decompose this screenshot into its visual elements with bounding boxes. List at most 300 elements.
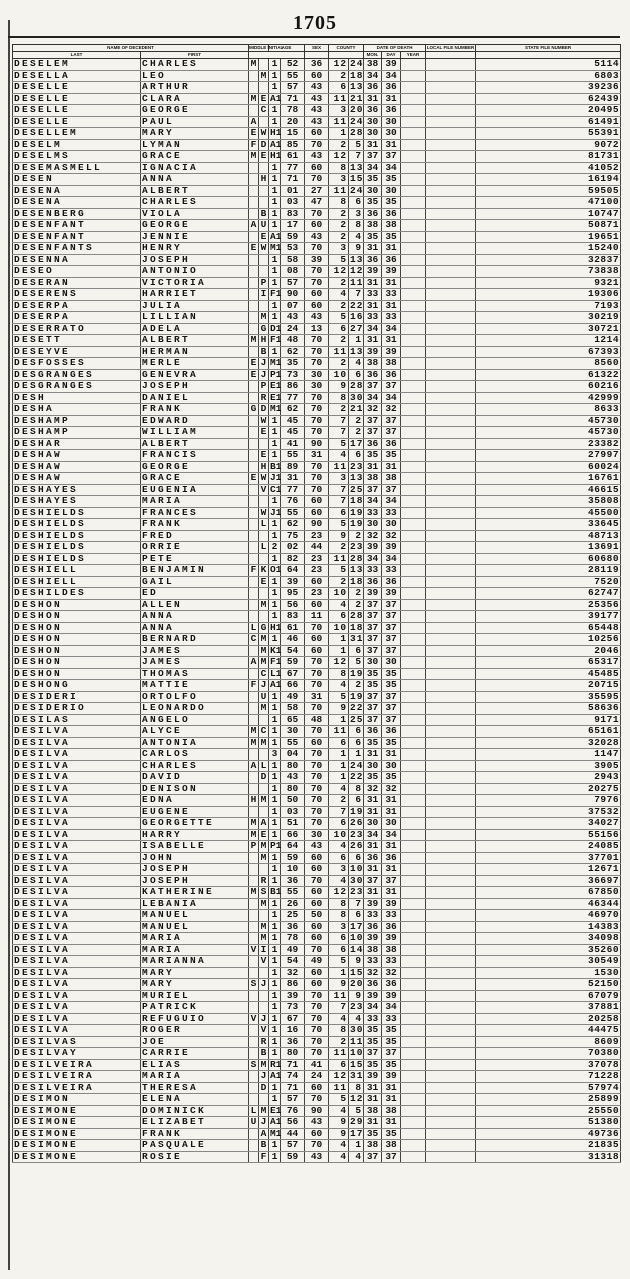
first-name: DENISON [141, 783, 249, 795]
death-day: 3 [349, 208, 364, 220]
year-code: 30 [382, 185, 401, 197]
blank [401, 967, 426, 979]
death-month: 6 [329, 323, 349, 335]
middle-initial: G [249, 404, 259, 416]
blank [401, 841, 426, 853]
table-row [13, 289, 621, 301]
death-month: 1 [329, 967, 349, 979]
initial-2: M [259, 1105, 269, 1117]
initial-2: G [259, 323, 269, 335]
first-name: ADELA [141, 323, 249, 335]
death-day: 21 [350, 403, 364, 414]
death-year: 37 [364, 611, 382, 623]
state-file-number: 20715 [476, 680, 621, 692]
first-name: ROSIE [141, 1151, 249, 1163]
blank [401, 990, 426, 1002]
table-row [13, 335, 621, 347]
county-code: 60 [305, 645, 329, 657]
age-unit: 1 [269, 783, 281, 795]
state-file-number: 65161 [476, 726, 621, 738]
death-year: 37 [364, 484, 382, 496]
death-month: 6 [329, 82, 349, 94]
county-code: 60 [305, 967, 329, 979]
state-file-number: 19651 [476, 231, 621, 243]
state-file-number: 37881 [476, 1002, 621, 1014]
initial-2: E [259, 151, 269, 163]
death-day: 17 [350, 1127, 364, 1139]
death-month: 7 [329, 496, 349, 508]
table-row [13, 599, 621, 611]
death-year: 36 [364, 82, 382, 94]
death-day: 6 [349, 726, 364, 738]
initial-2 [259, 530, 269, 542]
initial-2: J [259, 979, 269, 991]
last-name: DESILVEIRA [13, 1071, 141, 1083]
year-code: 36 [382, 105, 401, 117]
year-code: 39 [382, 266, 401, 278]
death-day: 24 [350, 184, 364, 196]
blank [401, 1094, 426, 1106]
death-month: 4 [329, 1151, 349, 1163]
death-year: 31 [364, 461, 382, 473]
local-file-number [426, 691, 476, 703]
death-month: 9 [329, 979, 349, 991]
middle-initial [249, 1082, 259, 1094]
age: 85 [281, 139, 305, 151]
age-unit: 1 [269, 59, 281, 71]
age-unit: 1 [269, 1151, 281, 1163]
death-year: 31 [364, 93, 382, 105]
last-name: DESHIELDS [13, 553, 141, 565]
local-file-number [426, 990, 476, 1002]
blank [401, 415, 426, 427]
initial-2: L [259, 542, 269, 554]
year-code: 36 [382, 438, 401, 450]
death-day: 8 [349, 783, 364, 795]
initial-2 [259, 588, 269, 600]
initial-2: H [259, 335, 269, 347]
table-row [13, 59, 621, 71]
state-file-number: 8633 [476, 404, 621, 416]
age: 32 [281, 967, 305, 979]
blank [401, 611, 426, 623]
first-name: JAMES [141, 645, 249, 657]
middle-initial [249, 450, 259, 462]
death-year: 34 [364, 829, 382, 841]
local-file-number [426, 369, 476, 381]
blank [401, 427, 426, 439]
local-file-number [426, 70, 476, 82]
first-name: EUGENE [141, 806, 249, 818]
initial-2: M [259, 737, 269, 749]
local-file-number [426, 599, 476, 611]
death-month: 12 [329, 266, 349, 278]
local-file-number [426, 967, 476, 979]
death-month: 12 [329, 887, 349, 899]
age-unit: 1 [269, 185, 281, 197]
initial-2: L [259, 760, 269, 772]
last-name: DESILVA [13, 726, 141, 738]
age: 71 [281, 1082, 305, 1094]
local-file-number [426, 818, 476, 830]
death-day: 13 [350, 345, 364, 357]
state-file-number: 67079 [476, 990, 621, 1002]
year-code: 31 [382, 300, 401, 312]
local-file-number [426, 956, 476, 968]
year-code: 37 [382, 151, 401, 163]
first-name: DAVID [141, 772, 249, 784]
initial-2: V [259, 1025, 269, 1037]
local-file-number [426, 277, 476, 289]
initial-2: W [259, 473, 269, 485]
last-name: DESIMONE [13, 1105, 141, 1117]
death-year: 39 [364, 990, 382, 1002]
age: 39 [281, 576, 305, 588]
first-name: ANTONIA [141, 737, 249, 749]
initial-2: I [259, 289, 269, 301]
table-row [13, 588, 621, 600]
local-file-number [426, 795, 476, 807]
middle-initial: S [249, 979, 259, 991]
death-day: 30 [350, 391, 364, 403]
local-file-number [426, 358, 476, 370]
death-month: 11 [329, 1082, 349, 1094]
year-code: 30 [382, 128, 401, 140]
table-row [13, 82, 621, 94]
death-day: 4 [349, 231, 364, 243]
local-file-number [426, 82, 476, 94]
death-month: 6 [329, 611, 349, 623]
last-name: DESENFANT [13, 231, 141, 243]
last-name: DESHAYES [13, 496, 141, 508]
death-day: 19 [350, 506, 364, 518]
death-month: 8 [329, 898, 349, 910]
county-code: 70 [305, 461, 329, 473]
year-code: 33 [382, 956, 401, 968]
death-month: 9 [329, 1128, 349, 1140]
local-file-number [426, 864, 476, 876]
blank [401, 174, 426, 186]
state-file-number: 57974 [476, 1082, 621, 1094]
blank [401, 254, 426, 266]
county-code: 60 [305, 220, 329, 232]
death-year: 38 [364, 473, 382, 485]
age: 10 [281, 864, 305, 876]
middle-initial [249, 645, 259, 657]
table-row [13, 795, 621, 807]
last-name: DESENA [13, 185, 141, 197]
local-file-number [426, 1002, 476, 1014]
last-name: DESILVA [13, 852, 141, 864]
age: 62 [281, 404, 305, 416]
first-name: PATRICK [141, 1002, 249, 1014]
county-code: 60 [305, 921, 329, 933]
state-file-number: 9321 [476, 277, 621, 289]
middle-initial [249, 921, 259, 933]
death-month: 6 [329, 507, 349, 519]
first-name: ALBERT [141, 335, 249, 347]
county-code: 70 [305, 243, 329, 255]
death-month: 5 [329, 691, 349, 703]
county-code: 70 [305, 760, 329, 772]
death-day: 26 [350, 840, 364, 851]
death-day: 2 [349, 599, 364, 611]
age: 46 [281, 634, 305, 646]
local-file-number [426, 473, 476, 485]
local-file-number [426, 427, 476, 439]
year-code: 39 [382, 59, 401, 71]
year-code: 38 [382, 473, 401, 485]
blank [401, 772, 426, 784]
age: 77 [281, 162, 305, 174]
blank [401, 542, 426, 554]
death-year: 35 [364, 1128, 382, 1140]
death-year: 37 [364, 645, 382, 657]
first-name: LEONARDO [141, 703, 249, 715]
middle-initial: M [249, 151, 259, 163]
death-day: 2 [349, 427, 364, 439]
local-file-number [426, 1140, 476, 1152]
state-file-number: 62439 [476, 93, 621, 105]
death-month: 10 [329, 588, 349, 600]
initial-2: M [259, 795, 269, 807]
middle-initial [249, 323, 259, 335]
state-file-number: 60216 [476, 381, 621, 393]
age: 02 [281, 542, 305, 554]
death-day: 23 [350, 1001, 364, 1012]
middle-initial [249, 438, 259, 450]
blank [401, 921, 426, 933]
age-unit: 1 [269, 300, 281, 312]
initial-2: U [259, 220, 269, 232]
initial-2 [259, 990, 269, 1002]
county-code: 70 [305, 1036, 329, 1048]
state-file-number: 46344 [476, 898, 621, 910]
middle-initial [249, 703, 259, 715]
county-code: 70 [305, 990, 329, 1002]
state-file-number: 37078 [476, 1059, 621, 1071]
death-year: 37 [364, 427, 382, 439]
first-name: ANTONIO [141, 266, 249, 278]
age-unit: 1 [269, 450, 281, 462]
death-month: 11 [329, 93, 349, 105]
initial-2: B [259, 346, 269, 358]
header-state-file: STATE FILE NUMBER [476, 45, 621, 52]
death-day: 17 [350, 437, 364, 449]
death-year: 35 [364, 174, 382, 186]
age-unit: H1 [270, 621, 282, 633]
death-year: 31 [364, 795, 382, 807]
initial-2: M [259, 841, 269, 853]
age: 01 [281, 185, 305, 197]
first-name: LEO [141, 70, 249, 82]
initial-2: M [259, 645, 269, 657]
first-name: FRANK [141, 1128, 249, 1140]
county-code: 60 [305, 864, 329, 876]
blank [401, 185, 426, 197]
age: 71 [281, 1059, 305, 1071]
table-row [13, 277, 621, 289]
year-code: 35 [382, 680, 401, 692]
table-row [13, 1151, 621, 1163]
initial-2: C [259, 105, 269, 117]
local-file-number [426, 1151, 476, 1163]
death-day: 10 [350, 863, 364, 874]
death-year: 36 [364, 369, 382, 381]
first-name: MARIA [141, 933, 249, 945]
table-row [13, 1117, 621, 1129]
local-file-number [426, 1036, 476, 1048]
death-month: 10 [329, 369, 349, 381]
year-code: 32 [382, 783, 401, 795]
local-file-number [426, 634, 476, 646]
initial-2: D [259, 404, 269, 416]
death-year: 30 [364, 818, 382, 830]
last-name: DESHAYES [13, 484, 141, 496]
death-month: 11 [329, 116, 349, 128]
county-code: 30 [305, 829, 329, 841]
age: 62 [281, 346, 305, 358]
county-code: 31 [305, 450, 329, 462]
local-file-number [426, 312, 476, 324]
year-code: 31 [382, 795, 401, 807]
first-name: DANIEL [141, 392, 249, 404]
age-unit: 1 [269, 427, 281, 439]
last-name: DESILVA [13, 898, 141, 910]
local-file-number [426, 59, 476, 71]
middle-initial [249, 967, 259, 979]
last-name: DESERENS [13, 289, 141, 301]
death-month: 7 [329, 415, 349, 427]
state-file-number: 20495 [476, 105, 621, 117]
blank [401, 691, 426, 703]
death-year: 38 [364, 220, 382, 232]
death-day: 23 [350, 828, 364, 840]
death-month: 2 [329, 795, 349, 807]
table-row [13, 829, 621, 841]
middle-initial: A [249, 220, 259, 232]
local-file-number [426, 415, 476, 427]
death-month: 2 [329, 576, 349, 588]
county-code: 60 [305, 289, 329, 301]
last-name: DESHONG [13, 680, 141, 692]
death-day: 27 [350, 322, 364, 334]
death-month: 1 [329, 772, 349, 784]
age: 44 [281, 1128, 305, 1140]
last-name: DESILVA [13, 1025, 141, 1037]
age: 48 [281, 335, 305, 347]
header-day: DAY [382, 52, 401, 59]
middle-initial [249, 599, 259, 611]
death-year: 31 [364, 243, 382, 255]
age: 59 [281, 657, 305, 669]
table-row [13, 530, 621, 542]
first-name: LEBANIA [141, 898, 249, 910]
death-month: 5 [329, 1094, 349, 1106]
death-day: 13 [350, 564, 364, 575]
death-year: 35 [364, 1036, 382, 1048]
blank [401, 795, 426, 807]
county-code: 70 [305, 749, 329, 761]
county-code: 60 [305, 634, 329, 646]
death-day: 18 [350, 575, 364, 587]
last-name: DESHAMP [13, 427, 141, 439]
death-day: 15 [350, 173, 364, 184]
local-file-number [426, 484, 476, 496]
middle-initial [249, 461, 259, 473]
first-name: GRACE [141, 473, 249, 485]
state-file-number: 36697 [476, 875, 621, 887]
initial-2: E [259, 231, 269, 243]
age-unit: R1 [270, 1058, 282, 1070]
initial-2: J [259, 680, 269, 692]
blank [401, 910, 426, 922]
table-row [13, 703, 621, 715]
death-year: 37 [364, 714, 382, 726]
header-decedent: NAME OF DECEDENT [13, 45, 249, 52]
initial-2: M [259, 898, 269, 910]
last-name: DESENNA [13, 254, 141, 266]
age-unit: 1 [269, 312, 281, 324]
table-row [13, 266, 621, 278]
death-day: 25 [350, 713, 364, 725]
death-month: 8 [329, 197, 349, 209]
last-name: DESH [13, 392, 141, 404]
death-year: 30 [364, 185, 382, 197]
year-code: 33 [382, 507, 401, 519]
last-name: DESHON [13, 622, 141, 634]
death-day: 9 [349, 243, 364, 255]
middle-initial [249, 496, 259, 508]
death-month: 11 [329, 1048, 349, 1060]
table-row [13, 162, 621, 174]
state-file-number: 34098 [476, 933, 621, 945]
blank [401, 818, 426, 830]
initial-2: M [259, 312, 269, 324]
state-file-number: 23382 [476, 438, 621, 450]
age-unit: H1 [270, 127, 282, 138]
last-name: DESHAW [13, 450, 141, 462]
death-day: 1 [349, 1140, 364, 1152]
death-day: 23 [350, 886, 364, 897]
last-name: DESILVA [13, 818, 141, 830]
last-name: DESILVA [13, 806, 141, 818]
blank [401, 726, 426, 738]
state-file-number: 46970 [476, 910, 621, 922]
initial-2: W [259, 507, 269, 519]
initial-2 [259, 1094, 269, 1106]
table-row [13, 990, 621, 1002]
last-name: DESILVA [13, 944, 141, 956]
local-file-number [426, 783, 476, 795]
age-unit: 1 [269, 829, 281, 841]
year-code: 38 [382, 944, 401, 956]
last-name: DESILVA [13, 910, 141, 922]
local-file-number [426, 841, 476, 853]
table-row [13, 358, 621, 370]
last-name: DESILVA [13, 760, 141, 772]
year-code: 37 [382, 427, 401, 439]
last-name: DESILVA [13, 841, 141, 853]
state-file-number: 45730 [476, 427, 621, 439]
death-year: 35 [364, 1025, 382, 1037]
county-code: 60 [305, 933, 329, 945]
age: 80 [281, 783, 305, 795]
death-year: 35 [364, 668, 382, 680]
county-code: 70 [305, 668, 329, 680]
death-day: 13 [350, 253, 364, 265]
last-name: DESILVA [13, 1002, 141, 1014]
